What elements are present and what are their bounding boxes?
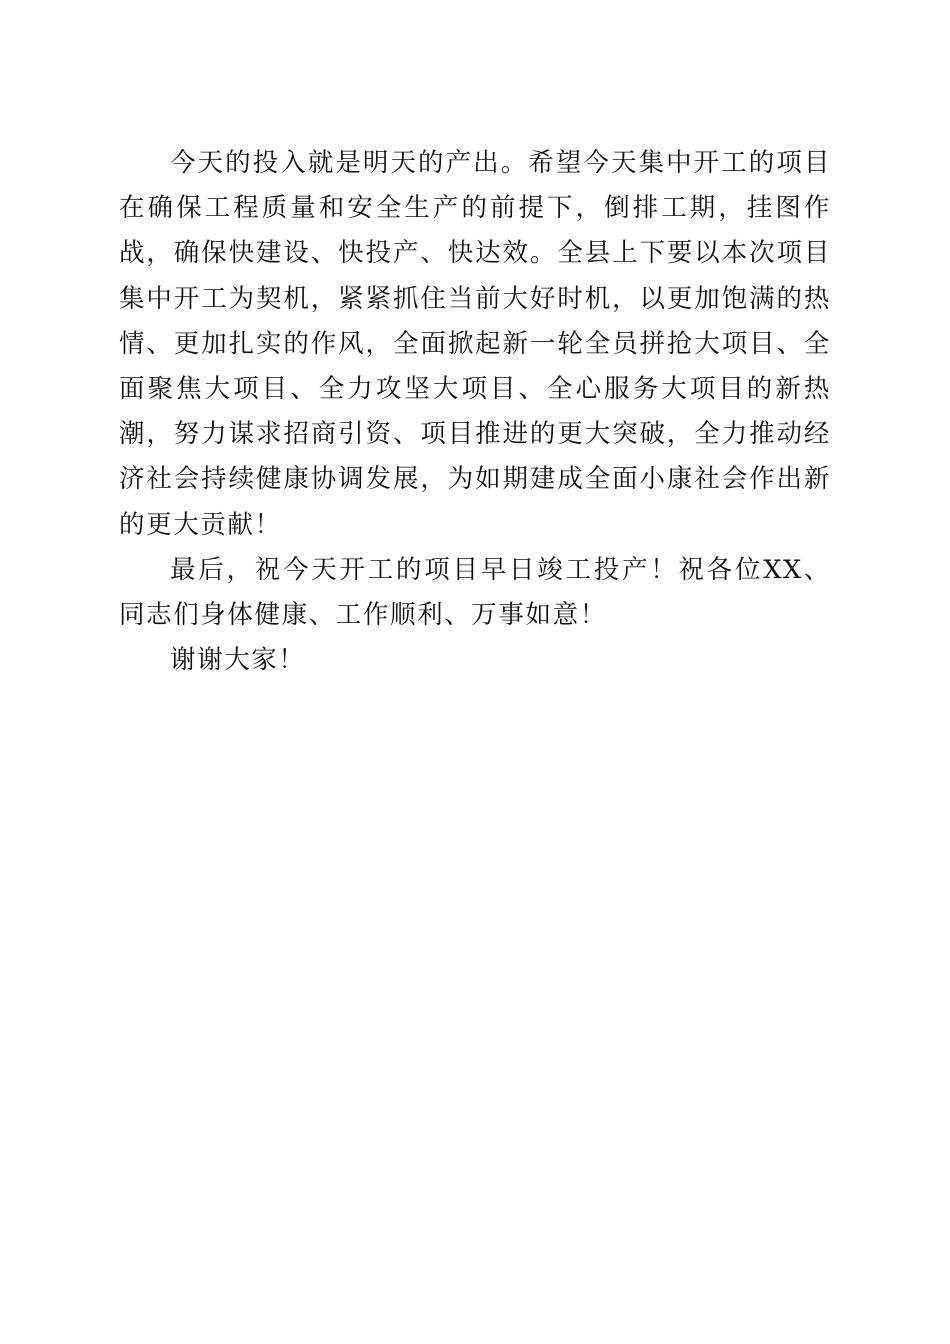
paragraph-closing-remarks: 今天的投入就是明天的产出。希望今天集中开工的项目在确保工程质量和安全生产的前提下，倒排工期，挂图作战，确保快建设、快投产、快达效。全县上下要以本次项目集中开工为契机，紧紧抓住当前大好时机，以更加饱满的热情、更加扎实的作风，全面掀起新一轮全员拼抢大项目、全面聚焦大项目、全力攻坚大项目、全心服务大项目的新热潮，努力谋求招商引资、项目推进的更大突破，全力推动经济社会持续健康协调发展，为如期建成全面小康社会作出新的更大贡献！ [119,148,831,540]
paragraph-thanks: 谢谢大家！ [170,645,306,676]
document-body [119,141,831,683]
paragraph-best-wishes: 最后，祝今天开工的项目早日竣工投产！祝各位XX、同志们身体健康、工作顺利、万事如意！ [119,554,831,631]
